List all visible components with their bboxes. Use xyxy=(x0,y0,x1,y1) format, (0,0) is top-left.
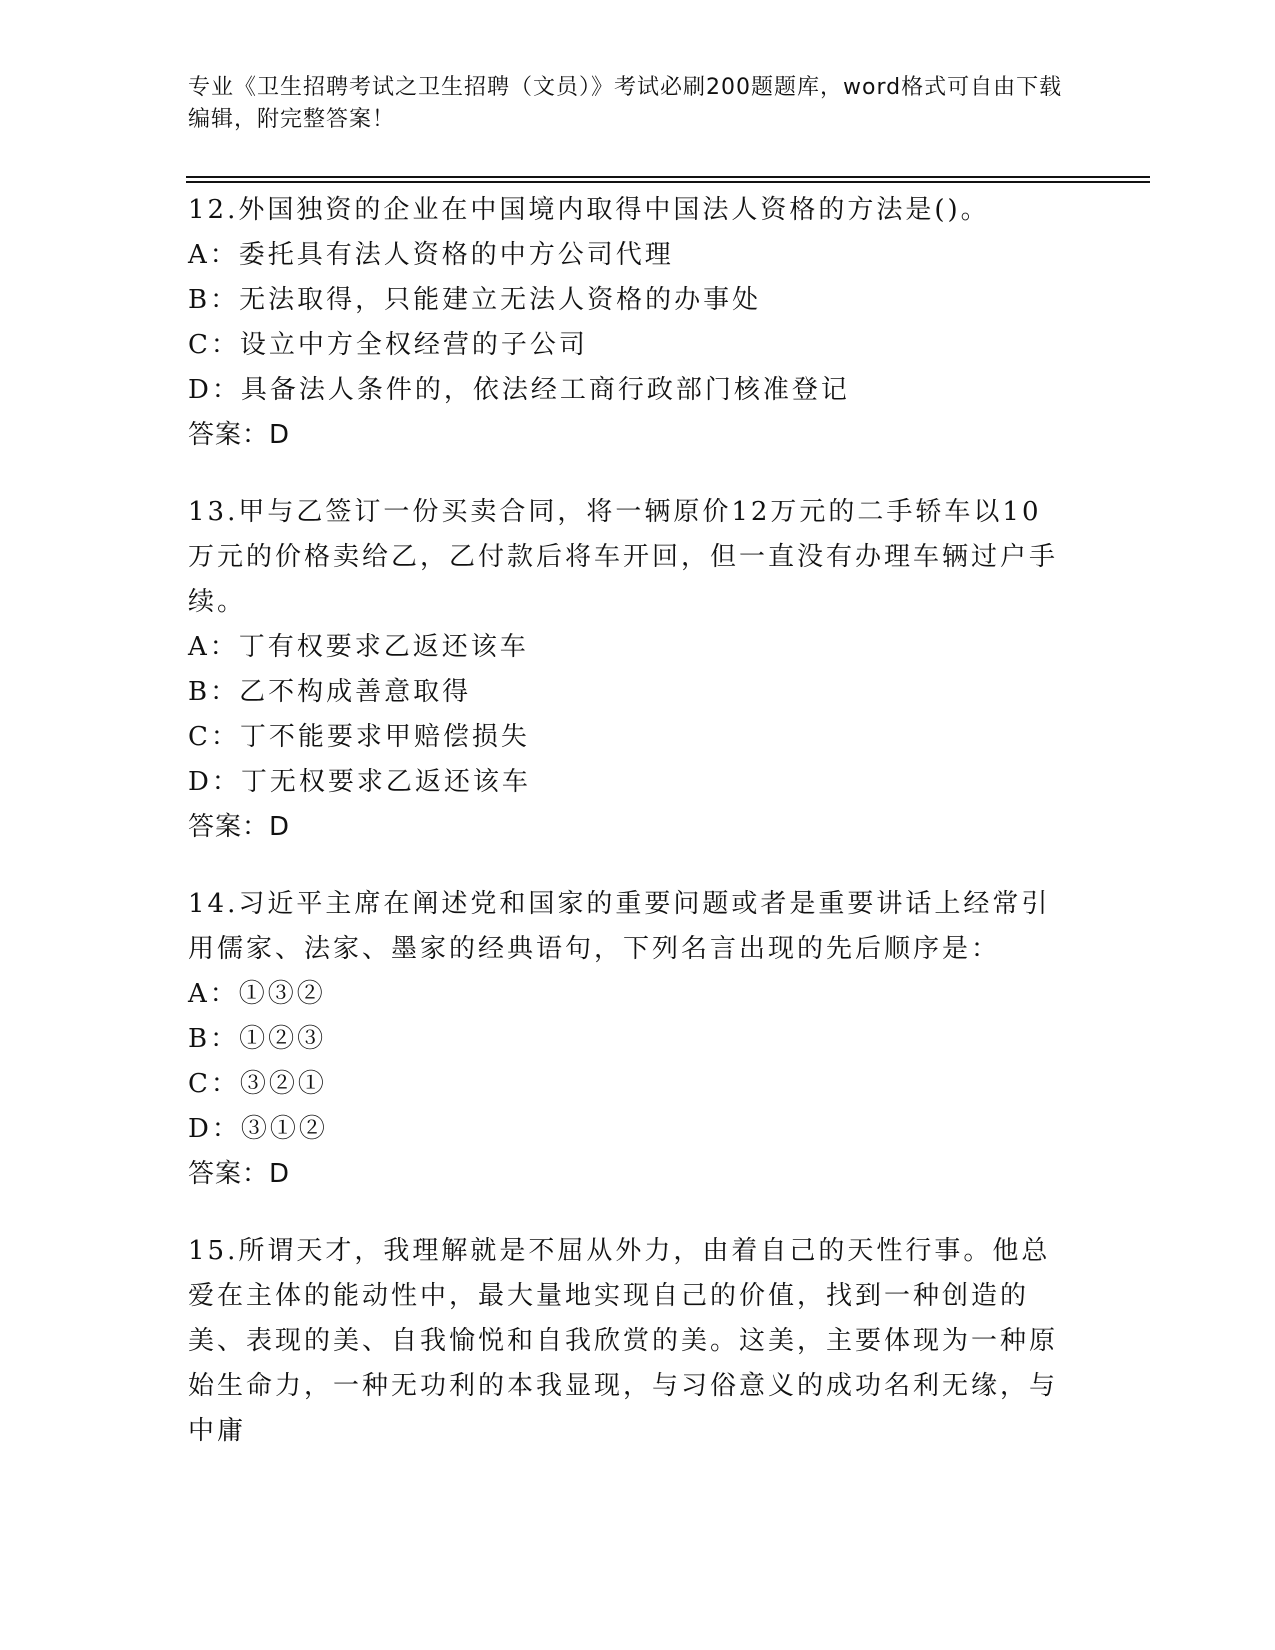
question-list xyxy=(188,188,1068,1486)
answer-label: 答案：D xyxy=(188,420,291,450)
question-14 xyxy=(188,882,1068,1197)
question-stem: 15.所谓天才，我理解就是不屈从外力，由着自己的天性行事。他总爱在主体的能动性中，最大量地实现自己的价值，找到一种创造的美、表现的美、自我愉悦和自我欣赏的美。这美，主要体现为一种原始生命力，一种无功利的本我显现，与习俗意义的成功名利无缘，与中庸 xyxy=(188,1236,1059,1446)
option-d: D：丁无权要求乙返还该车 xyxy=(188,767,531,797)
option-a: A：丁有权要求乙返还该车 xyxy=(188,632,529,662)
header-divider-bottom xyxy=(186,181,1150,183)
option-c: C：③②① xyxy=(188,1069,327,1099)
option-a: A：①③② xyxy=(188,979,326,1009)
option-d: D：具备法人条件的，依法经工商行政部门核准登记 xyxy=(188,375,850,405)
option-b: B：无法取得，只能建立无法人资格的办事处 xyxy=(188,285,762,315)
answer-label: 答案：D xyxy=(188,1159,291,1189)
answer-label: 答案：D xyxy=(188,812,291,842)
question-12 xyxy=(188,188,1068,458)
question-stem: 12.外国独资的企业在中国境内取得中国法人资格的方法是()。 xyxy=(188,195,990,225)
question-13 xyxy=(188,490,1068,850)
question-15 xyxy=(188,1229,1068,1454)
option-a: A：委托具有法人资格的中方公司代理 xyxy=(188,240,674,270)
question-stem: 14.习近平主席在阐述党和国家的重要问题或者是重要讲话上经常引用儒家、法家、墨家的经典语句，下列名言出现的先后顺序是： xyxy=(188,889,1051,964)
option-c: C：设立中方全权经营的子公司 xyxy=(188,330,588,360)
option-b: B：①②③ xyxy=(188,1024,327,1054)
option-b: B：乙不构成善意取得 xyxy=(188,677,472,707)
option-d: D：③①② xyxy=(188,1114,328,1144)
document-header: 专业《卫生招聘考试之卫生招聘（文员）》考试必刷200题题库，word格式可自由下载编辑，附完整答案！ xyxy=(188,75,1063,132)
question-stem: 13.甲与乙签订一份买卖合同，将一辆原价12万元的二手轿车以10万元的价格卖给乙，乙付款后将车开回，但一直没有办理车辆过户手续。 xyxy=(188,497,1059,617)
header-divider-top xyxy=(186,176,1150,178)
option-c: C：丁不能要求甲赔偿损失 xyxy=(188,722,530,752)
